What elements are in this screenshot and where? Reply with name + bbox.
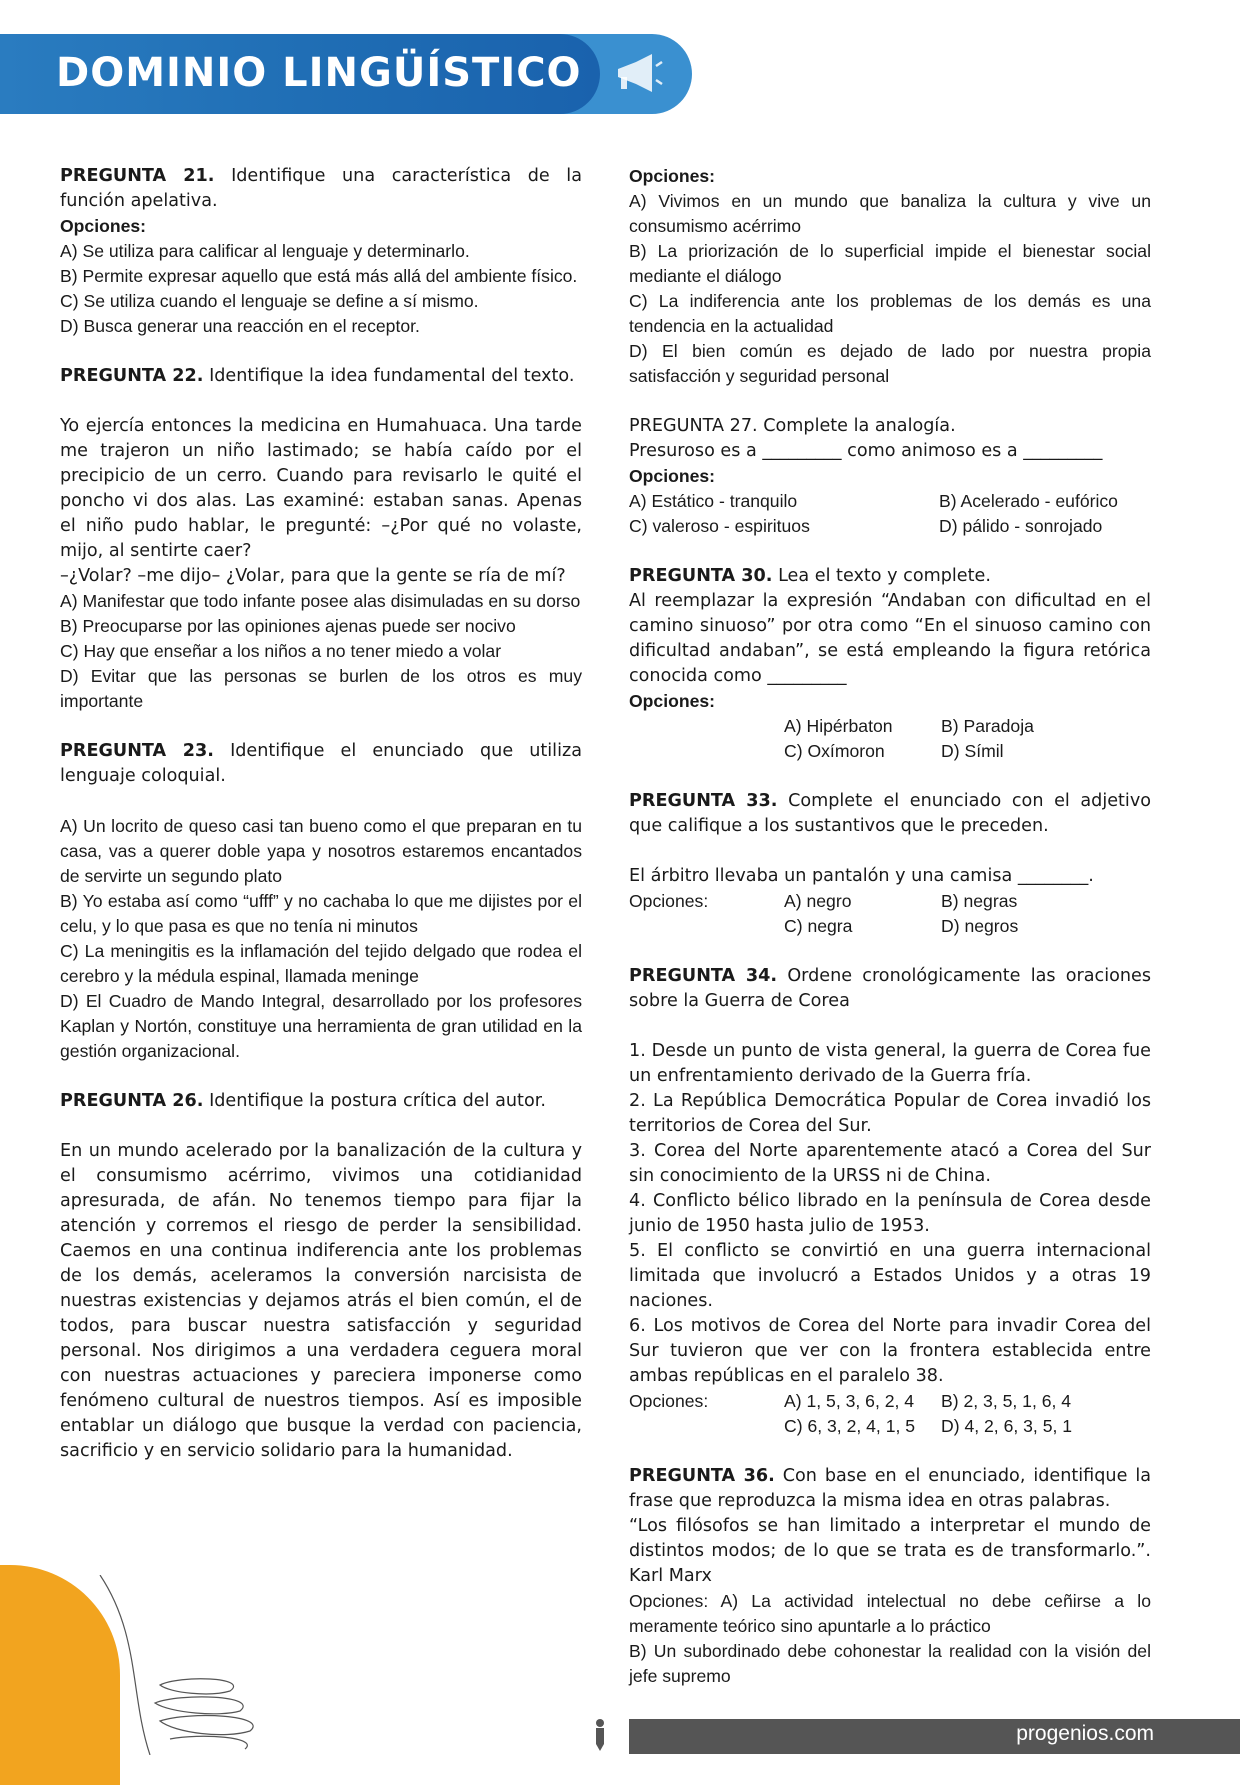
question-30 xyxy=(629,564,1151,589)
options-row xyxy=(629,1414,1151,1439)
options-label: Opciones: xyxy=(629,1591,709,1611)
options-row xyxy=(629,489,1151,514)
option-a: A) Manifestar que todo infante posee alas disimuladas en su dorso xyxy=(60,591,581,611)
sentence-6: 6. Los motivos de Corea del Norte para invadir Corea del Sur tuvieron que ver con la frontera establecida entre ambas repúblicas en el paralelo 38. xyxy=(629,1316,1151,1386)
option-c: C) Oxímoron xyxy=(784,741,885,761)
sentence-5: 5. El conflicto se convirtió en una guerra internacional limitada que involucró a Estados Unidos y a otras 19 naciones. xyxy=(629,1241,1151,1311)
option-a: A) negro xyxy=(784,891,852,911)
hand-doodle-icon xyxy=(60,1575,290,1755)
option-c: C) La meningitis es la inflamación del tejido delgado que rodea el cerebro y la médula espinal, llamada meninge xyxy=(60,941,582,986)
option-b: B) Acelerado - eufórico xyxy=(939,491,1118,511)
options-row xyxy=(629,714,1151,739)
pencil-icon xyxy=(593,1718,607,1752)
quote-text: “Los filósofos se han limitado a interpretar el mundo de distintos modos; de lo que se trata es de transformarlo.”. Karl Marx xyxy=(629,1516,1151,1586)
option-a: A) Un locrito de queso casi tan bueno como el que preparan en tu casa, vas a querer doble yapa y nosotros estaremos encantados de servirte un segundo plato xyxy=(60,816,582,886)
left-column xyxy=(60,164,582,1464)
sentence-1: 1. Desde un punto de vista general, la guerra de Corea fue un enfrentamiento derivado de la Guerra fría. xyxy=(629,1041,1151,1086)
question-22 xyxy=(60,364,582,389)
options-label: Opciones: xyxy=(629,166,716,186)
option-a: A) 1, 5, 3, 6, 2, 4 xyxy=(784,1391,915,1411)
question-stem: Identifique el enunciado que utiliza lenguaje coloquial. xyxy=(60,741,582,786)
option-b: B) Preocuparse por las opiniones ajenas puede ser nocivo xyxy=(60,616,516,636)
question-stem: Complete el enunciado con el adjetivo que califique a los sustantivos que le preceden. xyxy=(629,791,1151,836)
option-b: B) negras xyxy=(941,891,1018,911)
reading-text: Al reemplazar la expresión “Andaban con dificultad en el camino sinuoso” por otra como “En el sinuoso camino con dificultad andaban”, se está empleando la figura retórica conocida como _________ xyxy=(629,591,1151,686)
question-stem: Con base en el enunciado, identifique la frase que reproduzca la misma idea en otras palabras. xyxy=(629,1466,1151,1511)
option-c: C) La indiferencia ante los problemas de los demás es una tendencia en la actualidad xyxy=(629,291,1151,336)
reading-text: En un mundo acelerado por la banalización de la cultura y el consumismo acérrimo, vivimos una cotidianidad apresurada, de afán. No tenemos tiempo para fijar la atención y corremos el riesgo de perder la sensibilidad. Caemos en una continua indiferencia ante los problemas de los demás, aceleramos la conversión narcisista de nuestras existencias y dejamos atrás el bien común, el de todos, para buscar nuestra satisfacción y seguridad personal. Nos dirigimos a una verdadera ceguera moral con nuestras actuaciones y pareciera imponerse como fenómeno cultural de nuestros tiempos. Así es imposible entablar un diálogo que busque la verdad con paciencia, sacrificio y en servicio solidario para la humanidad. xyxy=(60,1141,582,1461)
option-d: D) El Cuadro de Mando Integral, desarrollado por los profesores Kaplan y Nortón, constituye una herramienta de gran utilidad en la gestión organizacional. xyxy=(60,991,582,1061)
question-stem: Identifique una característica de la función apelativa. xyxy=(60,166,582,211)
question-stem: Identifique la postura crítica del autor. xyxy=(209,1091,546,1111)
question-34 xyxy=(629,964,1151,1014)
option-b: B) Yo estaba así como “ufff” y no cachaba lo que me dijistes por el celu, y lo que pasa es que no tenía ni minutos xyxy=(60,891,582,936)
option-d: D) pálido - sonrojado xyxy=(939,516,1103,536)
question-number: PREGUNTA 26. xyxy=(60,1091,204,1111)
option-d: D) Evitar que las personas se burlen de los otros es muy importante xyxy=(60,666,582,711)
question-stem: Identifique la idea fundamental del texto. xyxy=(209,366,575,386)
right-column xyxy=(629,164,1151,1689)
option-a: A) La actividad intelectual no debe ceñirse a lo meramente teórico sino apuntarle a lo práctico xyxy=(629,1591,1151,1636)
option-a: A) Vivimos en un mundo que banaliza la cultura y vive un consumismo acérrimo xyxy=(629,191,1151,236)
option-d: D) negros xyxy=(941,916,1019,936)
megaphone-icon xyxy=(612,52,664,96)
question-21 xyxy=(60,164,582,214)
reading-text: Yo ejercía entonces la medicina en Humahuaca. Una tarde me trajeron un niño lastimado; se había caído por el precipicio de un cerro. Cuando para revisarlo le quité el poncho vi dos alas. Las examiné: estaban sanas. Apenas el niño pudo hablar, le pregunté: –¿Por qué no volaste, mijo, al sentirte caer? xyxy=(60,416,582,561)
option-b: B) Permite expresar aquello que está más allá del ambiente físico. xyxy=(60,266,578,286)
question-number: PREGUNTA 23. xyxy=(60,741,214,761)
option-c: C) valeroso - espirituos xyxy=(629,516,810,536)
question-stem: Ordene cronológicamente las oraciones sobre la Guerra de Corea xyxy=(629,966,1152,1011)
options-row xyxy=(629,1389,1151,1414)
question-number: PREGUNTA 21. xyxy=(60,166,215,186)
question-number: PREGUNTA 27. xyxy=(629,416,758,436)
option-c: C) Se utiliza cuando el lenguaje se define a sí mismo. xyxy=(60,291,479,311)
footer-site-link[interactable]: progenios.com xyxy=(1016,1722,1154,1745)
option-b: B) Un subordinado debe cohonestar la realidad con la visión del jefe supremo xyxy=(629,1641,1151,1686)
question-36 xyxy=(629,1464,1151,1514)
sentence-2: 2. La República Democrática Popular de Corea invadió los territorios de Corea del Sur. xyxy=(629,1091,1151,1136)
question-33 xyxy=(629,789,1151,839)
option-b: B) Paradoja xyxy=(941,716,1034,736)
options-label: Opciones: xyxy=(629,466,716,486)
options-row xyxy=(629,739,1151,764)
options-label: Opciones: xyxy=(60,216,147,236)
question-23 xyxy=(60,739,582,789)
options-label: Opciones: xyxy=(629,891,709,911)
options-label: Opciones: xyxy=(629,1391,709,1411)
question-number: PREGUNTA 36. xyxy=(629,1466,775,1486)
question-stem: Lea el texto y complete. xyxy=(778,566,991,586)
sentence-3: 3. Corea del Norte aparentemente atacó a Corea del Sur sin conocimiento de la URSS ni de China. xyxy=(629,1141,1151,1186)
question-26 xyxy=(60,1089,582,1114)
option-b: B) 2, 3, 5, 1, 6, 4 xyxy=(941,1391,1072,1411)
options-label: Opciones: xyxy=(629,691,716,711)
options-row xyxy=(629,914,1151,939)
option-c: C) negra xyxy=(784,916,853,936)
option-b: B) La priorización de lo superficial impide el bienestar social mediante el diálogo xyxy=(629,241,1151,286)
option-c: C) 6, 3, 2, 4, 1, 5 xyxy=(784,1416,916,1436)
option-d: D) Busca generar una reacción en el receptor. xyxy=(60,316,420,336)
options-row xyxy=(629,514,1151,539)
option-d: D) El bien común es dejado de lado por nuestra propia satisfacción y seguridad personal xyxy=(629,341,1151,386)
option-c: C) Hay que enseñar a los niños a no tener miedo a volar xyxy=(60,641,502,661)
page-title: DOMINIO LINGÜÍSTICO xyxy=(56,50,582,96)
question-number: PREGUNTA 34. xyxy=(629,966,778,986)
reading-text-dialogue: –¿Volar? –me dijo– ¿Volar, para que la gente se ría de mí? xyxy=(60,566,566,586)
question-stem: Complete la analogía. xyxy=(763,416,956,436)
option-a: A) Se utiliza para calificar al lenguaje y determinarlo. xyxy=(60,241,470,261)
sentence-4: 4. Conflicto bélico librado en la península de Corea desde junio de 1950 hasta julio de 1953. xyxy=(629,1191,1151,1236)
options-row xyxy=(629,889,1151,914)
question-number: PREGUNTA 22. xyxy=(60,366,204,386)
option-d: D) Símil xyxy=(941,741,1004,761)
question-27 xyxy=(629,414,1151,439)
question-number: PREGUNTA 30. xyxy=(629,566,773,586)
option-a: A) Estático - tranquilo xyxy=(629,491,798,511)
option-a: A) Hipérbaton xyxy=(784,716,893,736)
option-d: D) 4, 2, 6, 3, 5, 1 xyxy=(941,1416,1073,1436)
sentence-text: El árbitro llevaba un pantalón y una camisa ________. xyxy=(629,866,1094,886)
option-a-row xyxy=(629,1589,1151,1639)
question-number: PREGUNTA 33. xyxy=(629,791,778,811)
analogy-text: Presuroso es a _________ como animoso es a _________ xyxy=(629,441,1103,461)
